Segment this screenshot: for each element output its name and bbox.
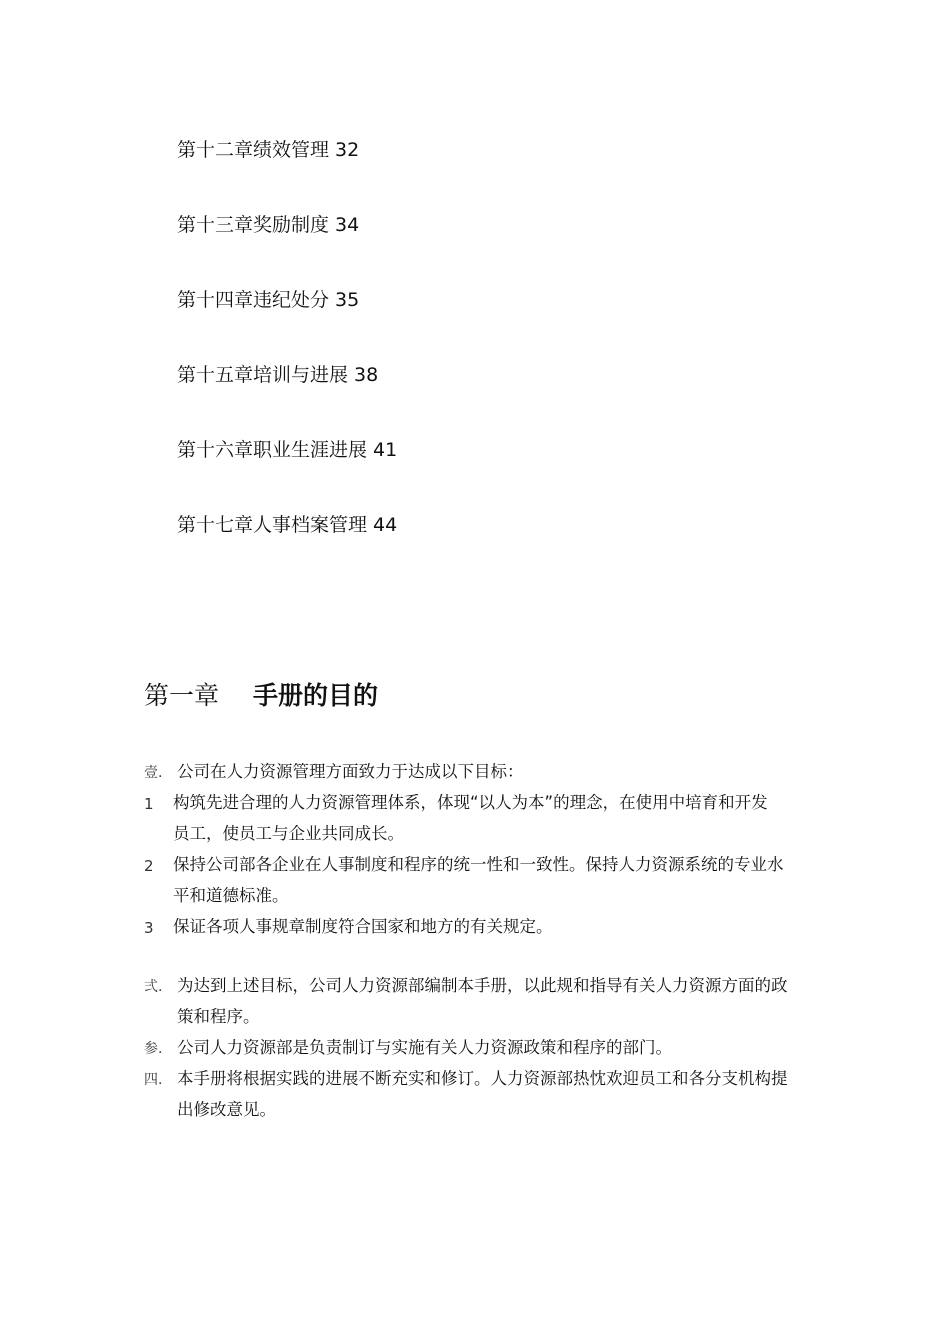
section-marker-1: 壹.	[144, 765, 163, 781]
toc-entry-chapter-14: 第十四章违纪处分 35	[177, 289, 360, 311]
list-item-marker-3: 3	[144, 919, 154, 937]
section-2-line-2: 策和程序。	[177, 1007, 260, 1026]
chapter-name: 手册的目的	[253, 681, 379, 710]
toc-entry-chapter-13: 第十三章奖励制度 34	[177, 214, 360, 236]
section-3-text: 公司人力资源部是负责制订与实施有关人力资源政策和程序的部门。	[177, 1038, 672, 1057]
list-item-2-line-2: 平和道德标准。	[173, 886, 289, 905]
section-1-text: 公司在人力资源管理方面致力于达成以下目标：	[177, 762, 524, 781]
section-4-line-2: 出修改意见。	[177, 1100, 276, 1119]
list-item-1-line-2: 员工，使员工与企业共同成长。	[173, 824, 404, 843]
section-marker-2: 弍.	[144, 979, 163, 995]
list-item-3-line-1: 保证各项人事规章制度符合国家和地方的有关规定。	[173, 917, 553, 936]
list-item-marker-1: 1	[144, 795, 154, 813]
section-4-line-1: 本手册将根据实践的进展不断充实和修订。人力资源部热忱欢迎员工和各分支机构提	[177, 1069, 788, 1088]
toc-entry-chapter-16: 第十六章职业生涯进展 41	[177, 439, 398, 461]
toc-entry-chapter-17: 第十七章人事档案管理 44	[177, 514, 398, 536]
section-marker-3: 参.	[144, 1041, 163, 1057]
chapter-heading	[144, 680, 378, 712]
list-item-1-line-1: 构筑先进合理的人力资源管理体系，体现“以人为本”的理念，在使用中培育和开发	[173, 793, 768, 812]
list-item-2-line-1: 保持公司部各企业在人事制度和程序的统一性和一致性。保持人力资源系统的专业水	[173, 855, 784, 874]
toc-entry-chapter-12: 第十二章绩效管理 32	[177, 139, 360, 161]
section-2-line-1: 为达到上述目标，公司人力资源部编制本手册，以此规和指导有关人力资源方面的政	[177, 976, 788, 995]
section-marker-4: 四.	[144, 1072, 163, 1088]
list-item-marker-2: 2	[144, 857, 154, 875]
toc-entry-chapter-15: 第十五章培训与进展 38	[177, 364, 379, 386]
chapter-number: 第一章	[144, 681, 220, 710]
